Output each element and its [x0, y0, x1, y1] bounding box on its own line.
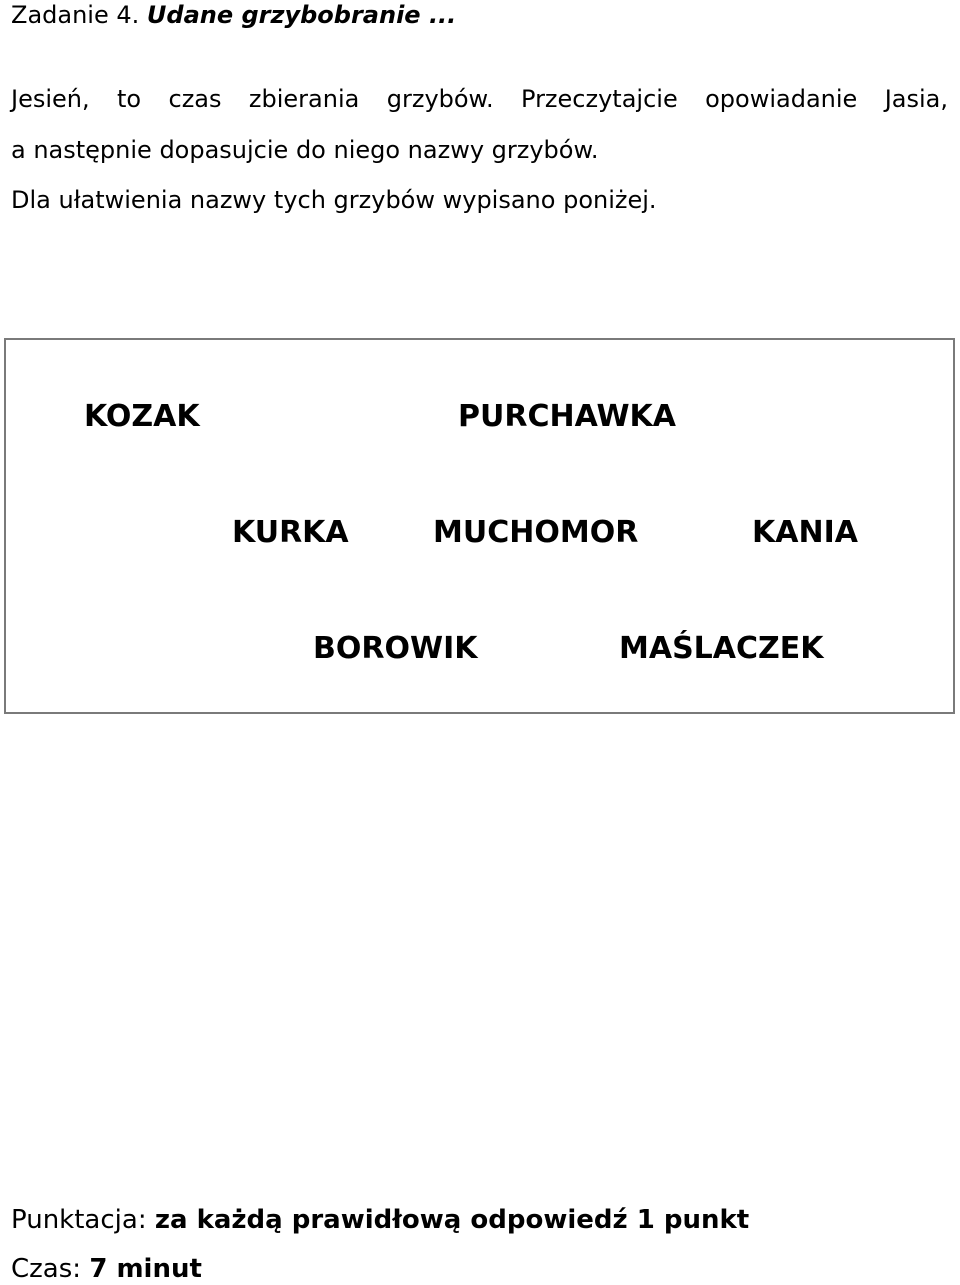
mushroom-name-borowik: BOROWIK: [313, 631, 478, 666]
intro-line-2: a następnie dopasujcie do niego nazwy grzybów.: [11, 136, 599, 164]
time-value: 7 minut: [89, 1254, 202, 1284]
task-number: Zadanie 4.: [11, 1, 140, 29]
scoring-value: za każdą prawidłową odpowiedź 1 punkt: [154, 1205, 750, 1235]
mushroom-name-kania: KANIA: [752, 515, 858, 550]
mushroom-name-maslaczek: MAŚLACZEK: [619, 631, 824, 666]
mushroom-names-box: [4, 338, 955, 714]
time-line: [11, 1253, 202, 1285]
scoring-line: [11, 1204, 749, 1236]
mushroom-name-muchomor: MUCHOMOR: [433, 515, 639, 550]
mushroom-name-purchawka: PURCHAWKA: [458, 399, 676, 434]
scoring-label: Punktacja:: [11, 1205, 147, 1235]
task-name: Udane grzybobranie ...: [146, 1, 457, 29]
intro-line-3: Dla ułatwienia nazwy tych grzybów wypisano poniżej.: [11, 186, 657, 214]
mushroom-name-kozak: KOZAK: [84, 399, 200, 434]
mushroom-name-kurka: KURKA: [232, 515, 349, 550]
time-label: Czas:: [11, 1254, 82, 1284]
intro-line-1: Jesień, to czas zbierania grzybów. Przeczytajcie opowiadanie Jasia,: [11, 85, 948, 113]
task-title: [11, 0, 456, 30]
